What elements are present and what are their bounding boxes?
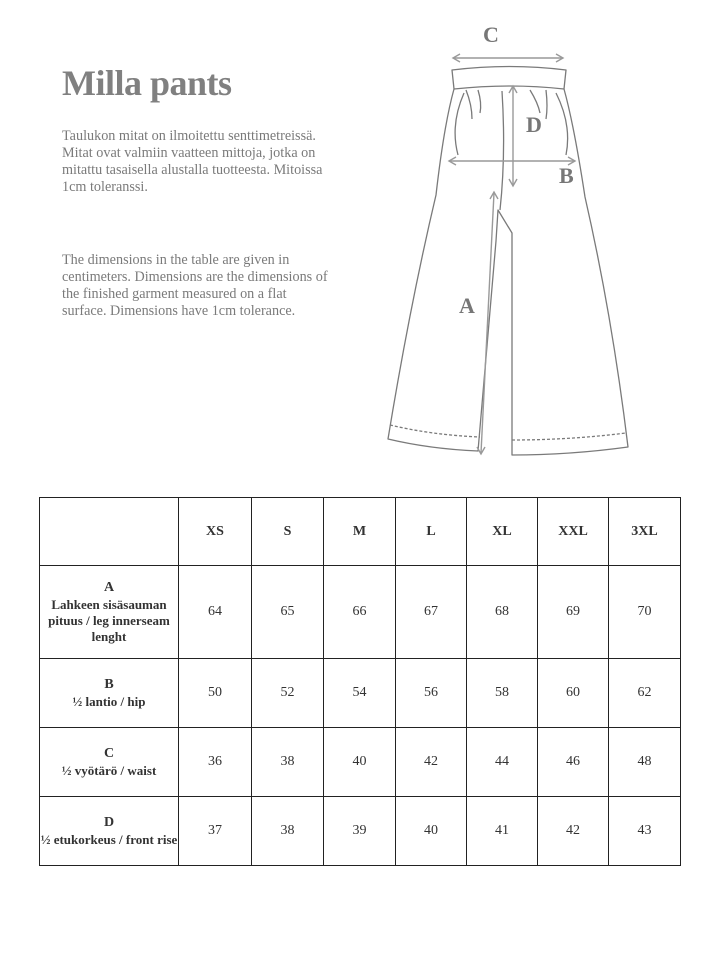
- row-header: [40, 566, 179, 659]
- pants-outline: [388, 89, 628, 455]
- table-cell: 39: [324, 797, 396, 866]
- table-cell: 69: [538, 566, 609, 659]
- pocket-right: [556, 93, 568, 155]
- table-cell: 70: [609, 566, 681, 659]
- pleat-left: [466, 90, 472, 119]
- table-cell: 68: [467, 566, 538, 659]
- table-cell: 46: [538, 728, 609, 797]
- table-cell: 60: [538, 659, 609, 728]
- table-row: [40, 659, 681, 728]
- row-header: [40, 659, 179, 728]
- table-row: [40, 728, 681, 797]
- table-cell: 38: [252, 797, 324, 866]
- table-cell: 44: [467, 728, 538, 797]
- table-cell: 56: [396, 659, 467, 728]
- row-code: C: [103, 745, 115, 761]
- table-cell: 66: [324, 566, 396, 659]
- size-header-row: [40, 498, 681, 566]
- measure-a-line: [481, 193, 494, 453]
- description-finnish: Taulukon mitat on ilmoitettu senttimetreissä. Mitat ovat valmiin vaatteen mittoja, jotka on mitattu tasaisella alustalla tuotteesta. Mitoissa 1cm toleranssi.: [62, 128, 323, 195]
- table-cell: 48: [609, 728, 681, 797]
- table-cell: 40: [396, 797, 467, 866]
- table-cell: 37: [179, 797, 252, 866]
- row-header: [40, 728, 179, 797]
- size-header: 3XL: [609, 498, 681, 566]
- size-header: M: [324, 498, 396, 566]
- table-cell: 36: [179, 728, 252, 797]
- table-cell: 67: [396, 566, 467, 659]
- size-header: XL: [467, 498, 538, 566]
- size-header: L: [396, 498, 467, 566]
- size-table: [39, 497, 681, 866]
- description-english: The dimensions in the table are given in centimeters. Dimensions are the dimensions of the finished garment measured on a flat surface. Dimensions have 1cm tolerance.: [62, 252, 328, 319]
- table-cell: 62: [609, 659, 681, 728]
- label-b: B: [559, 163, 574, 188]
- table-cell: 40: [324, 728, 396, 797]
- table-cell: 50: [179, 659, 252, 728]
- table-cell: 43: [609, 797, 681, 866]
- row-code: A: [103, 579, 115, 595]
- table-cell: 64: [179, 566, 252, 659]
- label-d: D: [526, 112, 542, 137]
- pleat-right-2: [546, 90, 547, 119]
- pants-diagram: [380, 15, 660, 465]
- fly-line: [500, 91, 504, 210]
- hem-line-right: [512, 433, 626, 440]
- table-row: [40, 566, 681, 659]
- row-label: ½ etukorkeus / front rise: [40, 831, 178, 847]
- pleat-right: [530, 90, 540, 113]
- pleat-left-2: [478, 90, 481, 113]
- hem-line-left: [390, 425, 480, 437]
- table-cell: 42: [538, 797, 609, 866]
- header-empty-cell: [40, 498, 179, 566]
- table-cell: 65: [252, 566, 324, 659]
- row-label: ½ vyötärö / waist: [61, 762, 157, 778]
- waistband-outline: [452, 67, 566, 90]
- row-header: [40, 797, 179, 866]
- table-cell: 38: [252, 728, 324, 797]
- table-cell: 54: [324, 659, 396, 728]
- label-c: C: [483, 22, 499, 47]
- table-cell: 42: [396, 728, 467, 797]
- size-header: XS: [179, 498, 252, 566]
- table-cell: 41: [467, 797, 538, 866]
- page-title: Milla pants: [62, 63, 232, 103]
- row-label: Lahkeen sisäsauman pituus / leg innerseam lenght: [48, 596, 170, 644]
- table-cell: 52: [252, 659, 324, 728]
- label-a: A: [459, 293, 475, 318]
- size-header: S: [252, 498, 324, 566]
- pocket-left: [455, 93, 464, 155]
- row-code: D: [103, 814, 115, 830]
- size-header: XXL: [538, 498, 609, 566]
- table-cell: 58: [467, 659, 538, 728]
- row-code: B: [104, 676, 114, 692]
- table-row: [40, 797, 681, 866]
- row-label: ½ lantio / hip: [72, 693, 146, 709]
